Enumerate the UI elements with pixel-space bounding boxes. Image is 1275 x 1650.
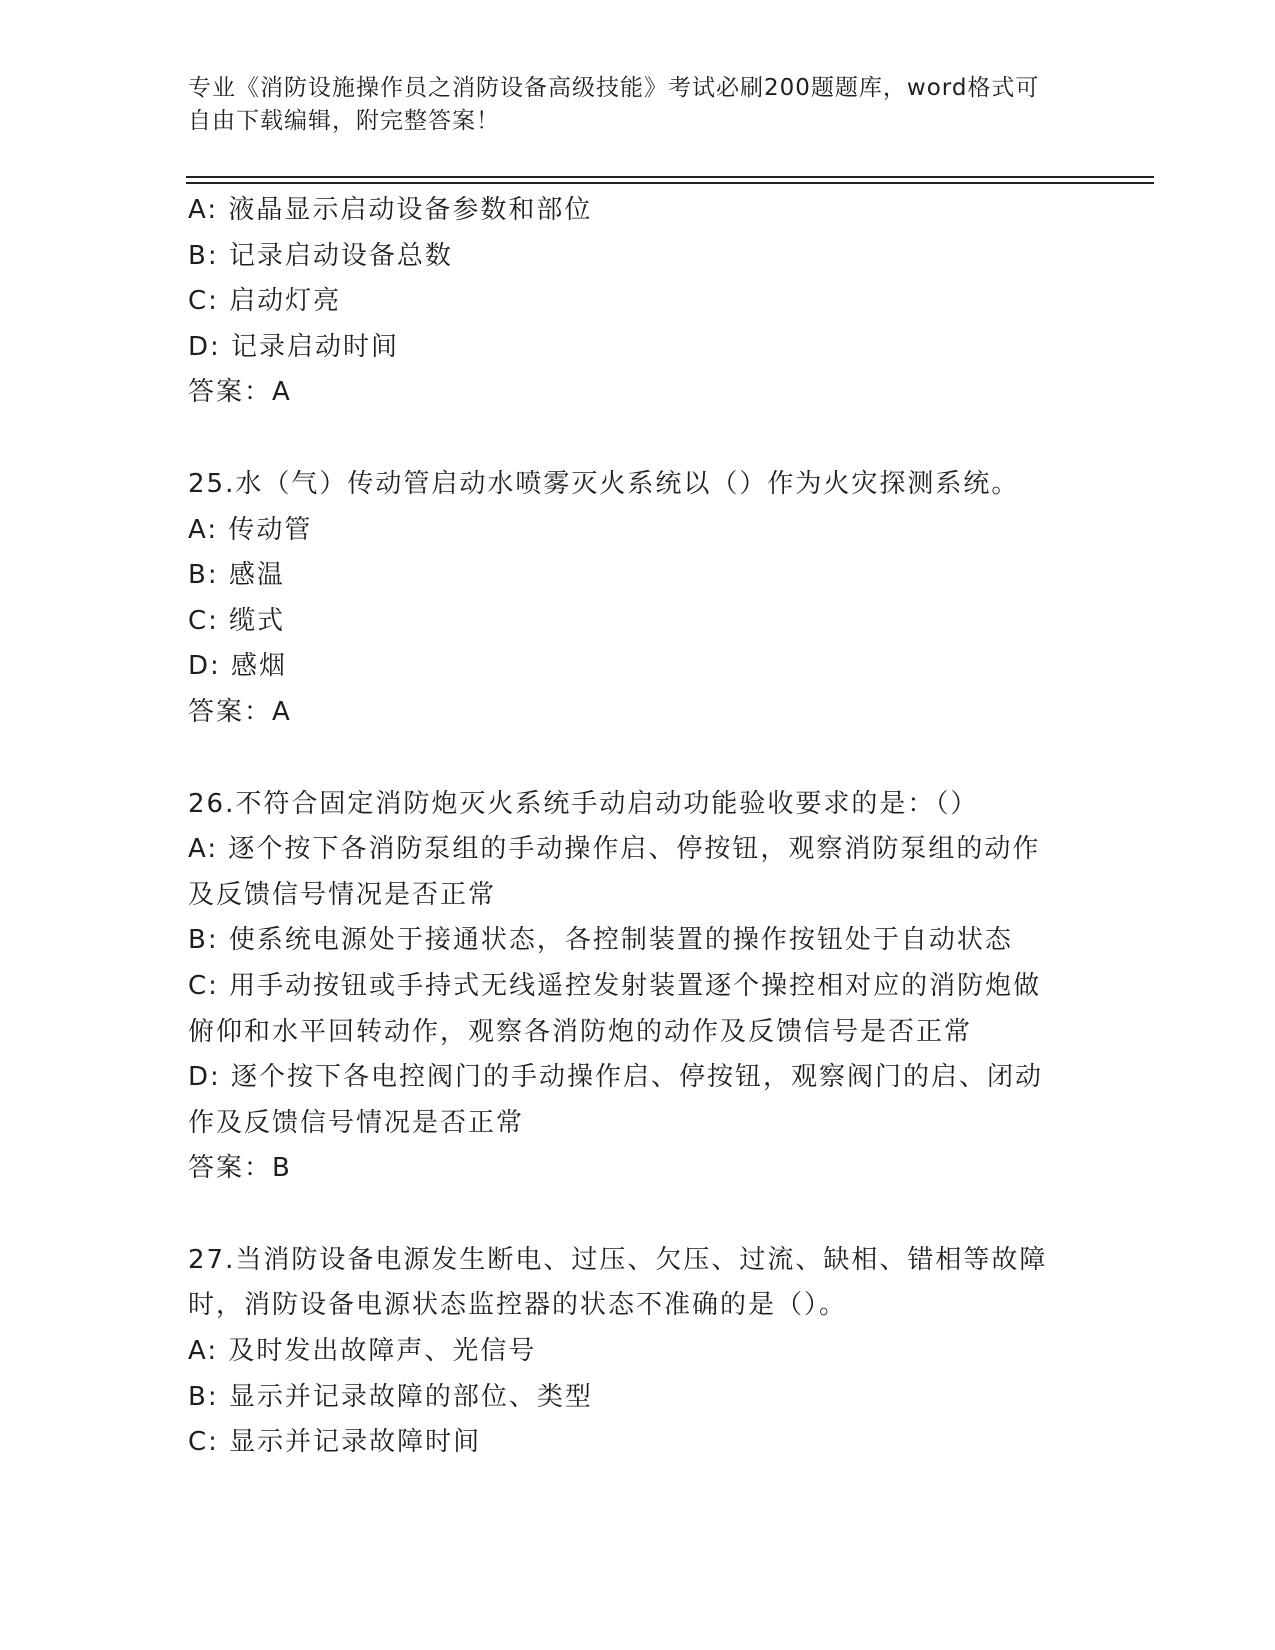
option-line: D: 记录启动时间: [188, 331, 400, 362]
option-line: C: 用手动按钮或手持式无线遥控发射装置逐个操控相对应的消防炮做: [188, 970, 1042, 1001]
answer-line: 答案：A: [188, 377, 292, 408]
option-line: 俯仰和水平回转动作，观察各消防炮的动作及反馈信号是否正常: [188, 1016, 973, 1047]
header-divider-bottom: [186, 182, 1154, 184]
option-line: A: 液晶显示启动设备参数和部位: [188, 195, 593, 225]
header-divider-top: [186, 176, 1154, 178]
option-line: C: 显示并记录故障时间: [188, 1427, 482, 1458]
option-line: A: 及时发出故障声、光信号: [188, 1336, 537, 1367]
question-stem: 26.不符合固定消防炮灭火系统手动启动功能验收要求的是：（）: [188, 788, 979, 819]
question-stem: 27.当消防设备电源发生断电、过压、欠压、过流、缺相、错相等故障: [188, 1244, 1048, 1275]
block-spacer: [188, 1192, 1088, 1238]
answer-line: 答案：B: [188, 1153, 292, 1184]
header-title-line-1: 专业《消防设施操作员之消防设备高级技能》考试必刷200题题库，word格式可: [188, 75, 1040, 101]
option-line: A: 逐个按下各消防泵组的手动操作启、停按钮，观察消防泵组的动作: [188, 834, 1041, 865]
option-line: C: 缆式: [188, 605, 286, 636]
option-line: B: 显示并记录故障的部位、类型: [188, 1381, 593, 1412]
option-line: D: 逐个按下各电控阀门的手动操作启、停按钮，观察阀门的启、闭动: [188, 1062, 1044, 1093]
option-line: 作及反馈信号情况是否正常: [188, 1107, 525, 1138]
header-title-line-2: 自由下载编辑，附完整答案！: [188, 108, 500, 134]
option-line: B: 使系统电源处于接通状态，各控制装置的操作按钮处于自动状态: [188, 925, 1013, 956]
option-line: B: 感温: [188, 560, 285, 591]
block-spacer: [188, 416, 1088, 462]
option-line: D: 感烟: [188, 651, 288, 682]
option-line: B: 记录启动设备总数: [188, 240, 453, 271]
option-line: C: 启动灯亮: [188, 286, 342, 317]
block-spacer: [188, 736, 1088, 782]
question-stem: 25.水（气）传动管启动水喷雾灭火系统以（）作为火灾探测系统。: [188, 468, 1020, 499]
question-content: [188, 188, 1088, 1466]
document-header: [188, 72, 1068, 138]
option-line: 及反馈信号情况是否正常: [188, 879, 497, 910]
question-stem-continued: 时，消防设备电源状态监控器的状态不准确的是（）。: [188, 1290, 848, 1321]
option-line: A: 传动管: [188, 514, 313, 545]
answer-line: 答案：A: [188, 696, 292, 727]
